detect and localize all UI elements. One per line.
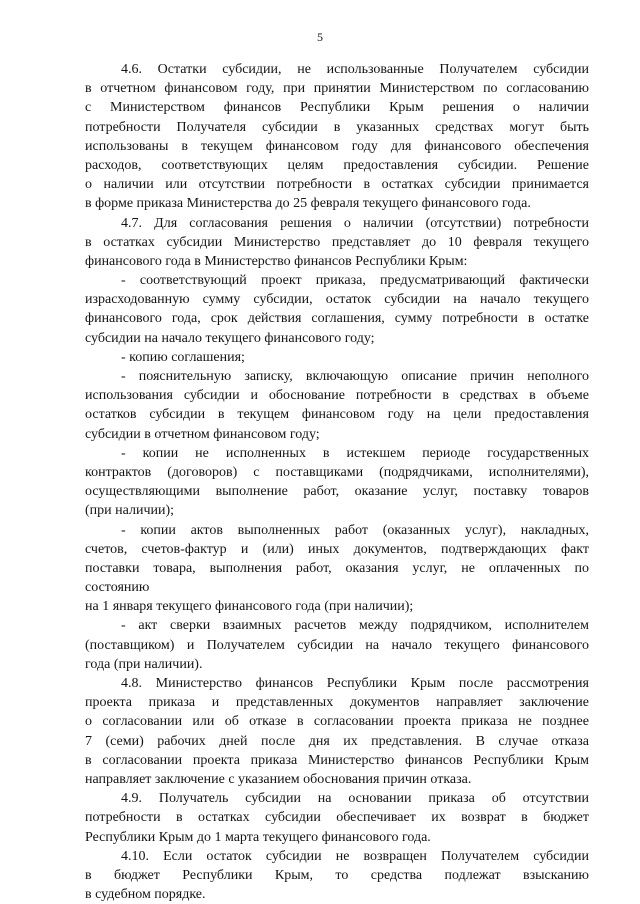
text-line: 4.6. Остатки субсидии, не использованные Получателем субсидии: [121, 62, 589, 77]
text-line: субсидии на начало текущего финансового году;: [85, 330, 375, 346]
text-line: - копии не исполненных в истекшем периоде государственных: [121, 445, 589, 461]
text-line: о согласовании или об отказе в согласовании проекта приказа не позднее: [85, 714, 589, 730]
text-line: 4.7. Для согласования решения о наличии (отсутствии) потребности: [121, 215, 589, 231]
text-line: осуществляющими выполнение работ, оказание услуг, поставку товаров: [85, 484, 589, 500]
text-line: 4.9. Получатель субсидии на основании приказа об отсутствии: [121, 791, 589, 807]
text-line: - копию соглашения;: [121, 349, 245, 365]
text-line: направляет заключение с указанием обоснования причин отказа.: [85, 771, 472, 787]
text-line: - соответствующий проект приказа, предусматривающий фактически: [121, 273, 589, 289]
text-line: поставки товара, выполнения работ, оказания услуг, не оплаченных по: [85, 560, 589, 576]
text-line: года (при наличии).: [85, 656, 203, 672]
text-line: в судебном порядке.: [85, 887, 206, 903]
text-line: использования субсидии и обоснование потребности в средствах в объеме: [85, 388, 589, 404]
page-number: 5: [317, 30, 323, 44]
text-line: контрактов (договоров) с поставщиками (подрядчиками, исполнителями),: [85, 464, 589, 480]
text-line: потребности Получателя субсидии в указанных средствах могут быть: [85, 119, 589, 135]
text-line: 7 (семи) рабочих дней после дня их представления. В случае отказа: [85, 733, 589, 749]
text-line: - акт сверки взаимных расчетов между подрядчиком, исполнителем: [121, 618, 589, 634]
document-body: [85, 60, 589, 904]
text-line: - копии актов выполненных работ (оказанных услуг), накладных,: [121, 522, 589, 538]
text-line: с Министерством финансов Республики Крым решения о наличии: [85, 100, 589, 116]
text-line: финансового года, срок действия соглашения, сумму потребности в остатке: [85, 311, 589, 327]
text-line: субсидии в отчетном финансовом году;: [85, 426, 320, 442]
text-line: Республики Крым до 1 марта текущего финансового года.: [85, 829, 431, 845]
text-line: остатков субсидии в текущем финансовом году на цели предоставления: [85, 407, 589, 423]
text-line: израсходованную сумму субсидии, остаток субсидии на начало текущего: [85, 292, 589, 308]
text-line: потребности в остатках субсидии обеспечивает их возврат в бюджет: [85, 810, 589, 826]
text-line: о наличии или отсутствии потребности в остатках субсидии принимается: [85, 177, 589, 193]
text-line: 4.10. Если остаток субсидии не возвращен Получателем субсидии: [121, 848, 589, 864]
text-line: в остатках субсидии Министерство представляет до 10 февраля текущего: [85, 234, 589, 250]
text-line: финансового года в Министерство финансов Республики Крым:: [85, 253, 468, 269]
text-line: - пояснительную записку, включающую описание причин неполного: [121, 369, 589, 384]
text-line: в отчетном финансовом году, при принятии Министерством по согласованию: [85, 81, 589, 97]
text-line: (поставщиком) и Получателем субсидии на начало текущего финансового: [85, 637, 589, 653]
text-line: состоянию: [85, 580, 150, 596]
text-line: 4.8. Министерство финансов Республики Крым после рассмотрения: [121, 676, 589, 691]
text-line: расходов, соответствующих целям предоставления субсидии. Решение: [85, 157, 589, 173]
text-line: на 1 января текущего финансового года (при наличии);: [85, 599, 414, 615]
text-line: проекта приказа и представленных документов направляет заключение: [85, 695, 589, 711]
text-line: в согласовании проекта приказа Министерство финансов Республики Крым: [85, 752, 589, 768]
text-line: в форме приказа Министерства до 25 февраля текущего финансового года.: [85, 196, 531, 212]
text-line: счетов, счетов-фактур и (или) иных документов, подтверждающих факт: [85, 541, 589, 557]
text-line: использованы в текущем финансовом году для финансового обеспечения: [85, 138, 589, 154]
text-line: в бюджет Республики Крым, то средства подлежат взысканию: [85, 867, 589, 883]
text-line: (при наличии);: [85, 503, 175, 519]
